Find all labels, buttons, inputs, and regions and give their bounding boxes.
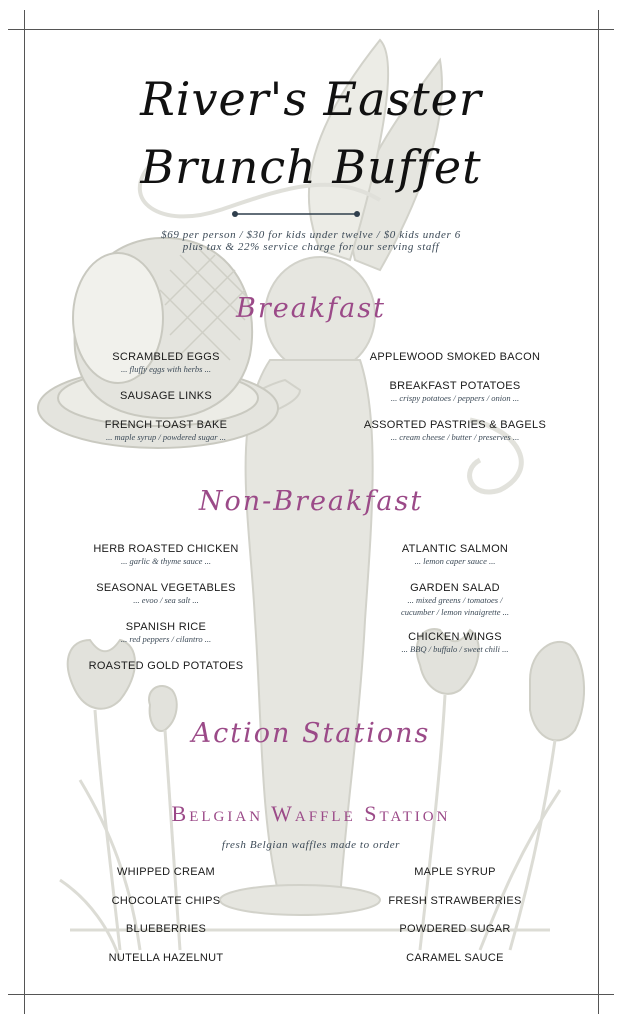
- menu-item: [355, 419, 555, 443]
- menu-item: [66, 351, 266, 375]
- topping-item: [355, 923, 555, 935]
- menu-item-description: ... mixed greens / tomatoes /: [407, 595, 503, 605]
- topping-name: BLUEBERRIES: [125, 923, 207, 935]
- menu-item: [66, 660, 266, 672]
- section-title-non-breakfast: Non-Breakfast: [198, 486, 424, 517]
- menu-item: [66, 390, 266, 402]
- menu-item: [355, 351, 555, 363]
- topping-name: FRESH STRAWBERRIES: [388, 895, 522, 907]
- menu-item-name: SPANISH RICE: [125, 621, 207, 633]
- menu-item-name: ATLANTIC SALMON: [401, 543, 509, 555]
- menu-item-name: APPLEWOOD SMOKED BACON: [369, 351, 541, 363]
- section-title-action-stations: Action Stations: [191, 718, 431, 749]
- topping-item: [66, 923, 266, 935]
- menu-item: [355, 380, 555, 404]
- menu-title-line1: River's Easter: [140, 72, 482, 126]
- menu-item-description: ... crispy potatoes / peppers / onion ...: [390, 393, 520, 403]
- topping-name: CHOCOLATE CHIPS: [111, 895, 221, 907]
- menu-item-description: ... BBQ / buffalo / sweet chili ...: [401, 644, 509, 654]
- menu-item-name: HERB ROASTED CHICKEN: [93, 543, 239, 555]
- menu-item: [355, 582, 555, 618]
- topping-name: POWDERED SUGAR: [399, 923, 511, 935]
- topping-item: [66, 895, 266, 907]
- menu-item-name: GARDEN SALAD: [410, 582, 500, 594]
- menu-item-name: ROASTED GOLD POTATOES: [88, 660, 244, 672]
- menu-title-line2: Brunch Buffet: [140, 140, 482, 194]
- pricing-line-2: plus tax & 22% service charge for our serving staff: [182, 241, 440, 253]
- menu-item-description: ... lemon caper sauce ...: [414, 556, 496, 566]
- topping-name: WHIPPED CREAM: [116, 866, 216, 878]
- ornamental-divider-icon: [231, 210, 361, 218]
- menu-item-description: ... garlic & thyme sauce ...: [121, 556, 211, 566]
- topping-item: [66, 866, 266, 878]
- menu-item-description: ... evoo / sea salt ...: [133, 595, 199, 605]
- menu-item: [355, 631, 555, 655]
- menu-item-name: SCRAMBLED EGGS: [112, 351, 220, 363]
- menu-item-name: CHICKEN WINGS: [408, 631, 502, 643]
- menu-item-name: BREAKFAST POTATOES: [389, 380, 521, 392]
- station-title-belgian-waffle: Belgian Waffle Station: [171, 801, 451, 826]
- menu-item-description: cucumber / lemon vinaigrette ...: [400, 607, 510, 617]
- menu-item-description: ... fluffy eggs with herbs ...: [121, 364, 211, 374]
- menu-item-description: ... maple syrup / powdered sugar ...: [105, 432, 227, 442]
- menu-item-name: ASSORTED PASTRIES & BAGELS: [363, 419, 547, 431]
- topping-item: [355, 895, 555, 907]
- menu-item-name: SEASONAL VEGETABLES: [96, 582, 236, 594]
- menu-item: [66, 543, 266, 567]
- pricing-line-1: $69 per person / $30 for kids under twelve / $0 kids under 6: [161, 229, 461, 241]
- topping-name: CARAMEL SAUCE: [406, 952, 504, 964]
- menu-item-name: SAUSAGE LINKS: [120, 390, 212, 402]
- topping-item: [355, 866, 555, 878]
- topping-name: NUTELLA HAZELNUT: [108, 952, 224, 964]
- menu-item-description: ... cream cheese / butter / preserves ...: [390, 432, 520, 442]
- menu-item-name: FRENCH TOAST BAKE: [104, 419, 228, 431]
- menu-item-description: ... red peppers / cilantro ...: [120, 634, 212, 644]
- topping-item: [355, 952, 555, 964]
- menu-item: [66, 582, 266, 606]
- menu-item: [355, 543, 555, 567]
- menu-item: [66, 419, 266, 443]
- topping-item: [66, 952, 266, 964]
- station-subtitle: fresh Belgian waffles made to order: [221, 839, 401, 851]
- menu-item: [66, 621, 266, 645]
- section-title-breakfast: Breakfast: [236, 293, 386, 324]
- topping-name: MAPLE SYRUP: [414, 866, 496, 878]
